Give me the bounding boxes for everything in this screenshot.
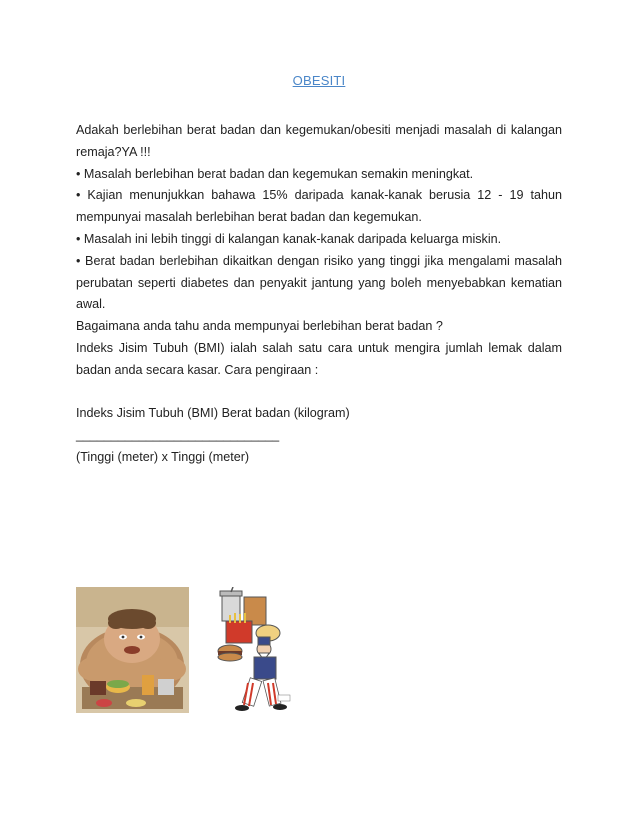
paragraph-bmi-intro: Indeks Jisim Tubuh (BMI) ialah salah satu cara untuk mengira jumlah lemak dalam badan anda secara kasar. Cara pengiraan : [76,340,562,377]
bullet-item: • Berat badan berlebihan dikaitkan dengan risiko yang tinggi jika mengalami masalah perubatan seperti diabetes dan penyakit jantung yang boleh menyebabkan kematian awal. [76,253,562,312]
bullet-item: • Kajian menunjukkan bahawa 15% daripada kanak-kanak berusia 12 - 19 tahun mempunyai masalah berlebihan berat badan dan kegemukan. [76,188,562,225]
bullet-item: • Masalah berlebihan berat badan dan kegemukan semakin meningkat. [76,166,474,181]
paragraph-question: Adakah berlebihan berat badan dan kegemukan/obesiti menjadi masalah di kalangan remaja?YA !!! [76,123,562,159]
blank-line [76,382,562,404]
document-body [76,120,562,469]
paragraph-how-to-know: Bagaimana anda tahu anda mempunyai berlebihan berat badan ? [76,319,443,334]
formula-numerator: Indeks Jisim Tubuh (BMI) Berat badan (kilogram) [76,406,350,421]
formula-divider: _____________________________ [76,428,280,443]
bullet-item: • Masalah ini lebih tinggi di kalangan kanak-kanak daripada keluarga miskin. [76,231,502,246]
formula-denominator: (Tinggi (meter) x Tinggi (meter) [76,449,250,464]
illustrations [76,587,316,713]
obese-man-eating-cartoon-icon [76,587,189,713]
uncle-sam-fast-food-cartoon-icon [216,587,296,713]
document-title: OBESITI [292,73,346,88]
